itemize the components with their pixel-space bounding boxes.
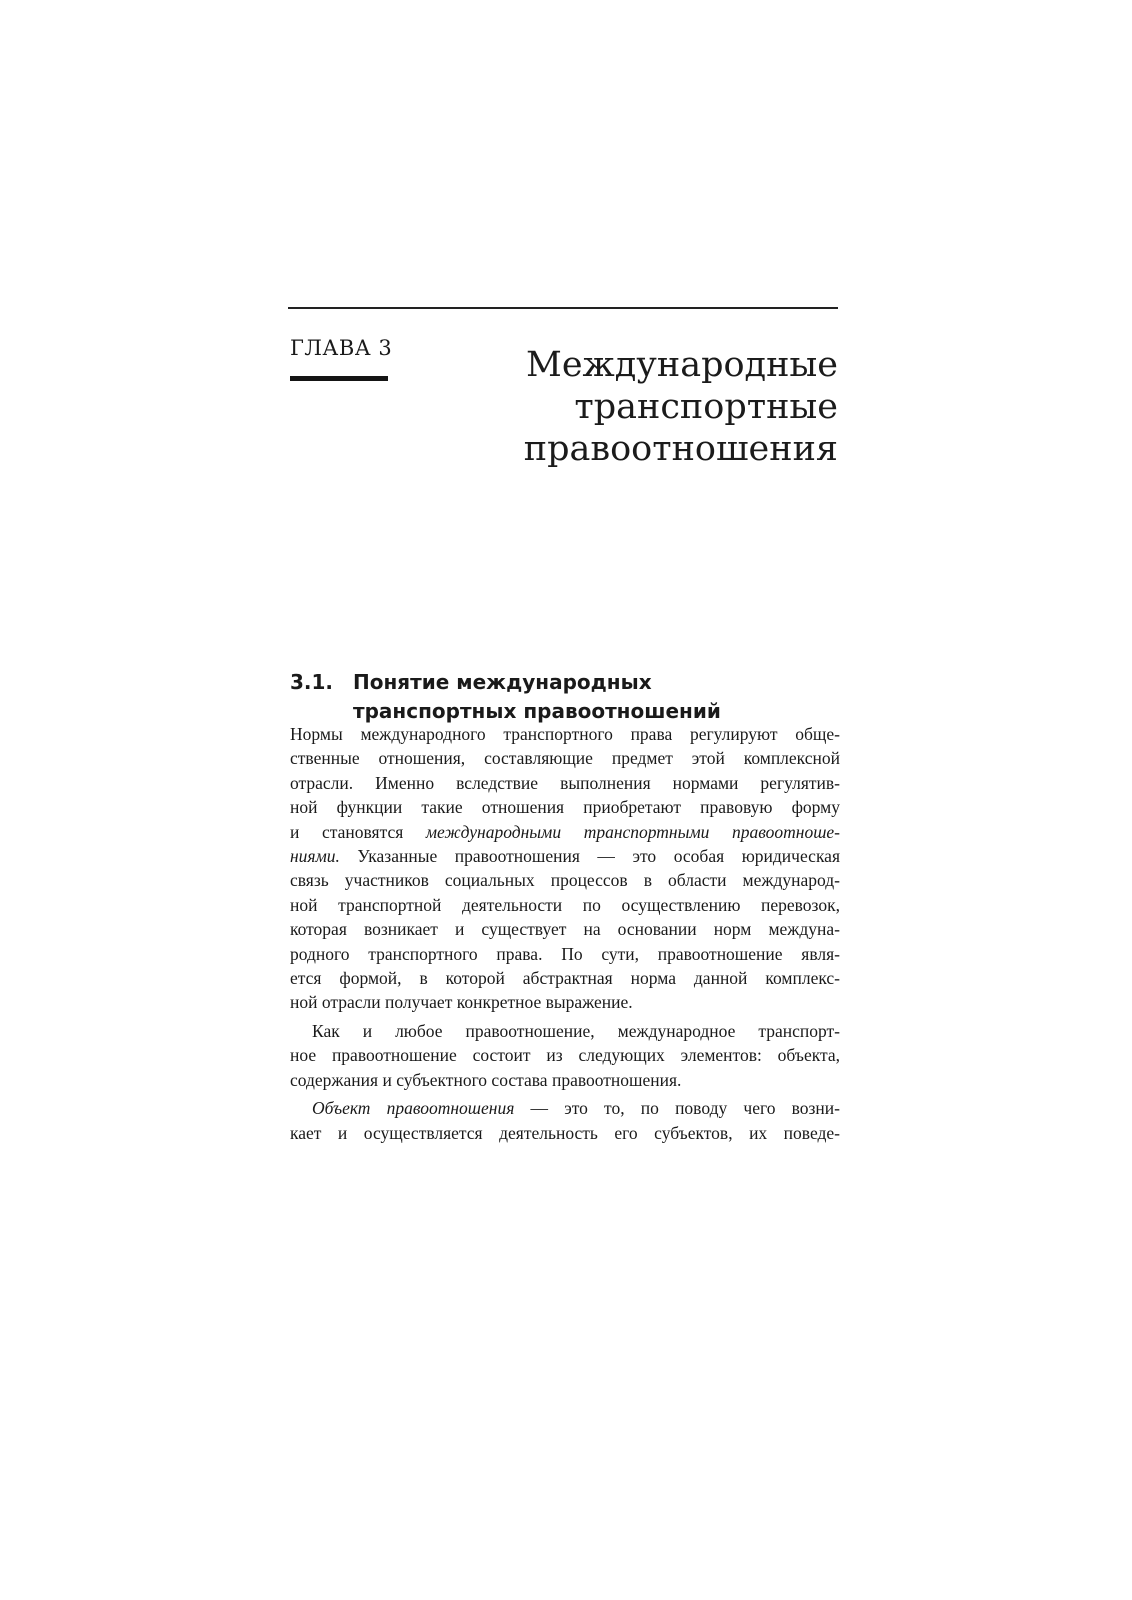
text-line: родного транспортного права. По сути, правоотношение явля- [290, 943, 840, 964]
text-line: Нормы международного транспортного права регулируют обще- [290, 724, 840, 744]
chapter-title-line: транспортные [574, 387, 838, 427]
paragraph [290, 1019, 840, 1092]
text-line: кает и осуществляется деятельность его субъектов, их поведе- [290, 1122, 840, 1143]
chapter-title [438, 344, 838, 470]
paragraph [290, 722, 840, 1015]
text-line [290, 1096, 840, 1120]
text-run: и становятся [290, 821, 426, 842]
section-number: 3.1. [290, 670, 334, 694]
chapter-label-underline [290, 376, 388, 381]
body-text [290, 722, 840, 1145]
section-title-line: Понятие международных [353, 670, 652, 694]
text-line: содержания и субъектного состава правоотношения. [290, 1069, 682, 1090]
emphasized-term: ниями. [290, 846, 340, 867]
chapter-title-line: Международные [525, 345, 838, 385]
text-line: Как и любое правоотношение, международное транспорт- [312, 1020, 840, 1041]
text-line: ной транспортной деятельности по осуществлению перевозок, [290, 894, 840, 915]
text-line: отрасли. Именно вследствие выполнения нормами регулятив- [290, 772, 840, 793]
chapter-label: ГЛАВА 3 [290, 336, 393, 360]
text-run: — это то, по поводу чего возни- [514, 1098, 840, 1119]
text-line: связь участников социальных процессов в области международ- [290, 870, 840, 891]
text-line: ной функции такие отношения приобретают правовую форму [290, 797, 840, 818]
emphasized-term: Объект правоотношения [312, 1098, 515, 1119]
text-run: Указанные правоотношения — это особая юридическая [339, 846, 840, 867]
text-line [290, 820, 840, 844]
chapter-title-line: правоотношения [523, 429, 838, 469]
text-line: ное правоотношение состоит из следующих элементов: объекта, [290, 1045, 840, 1066]
section-title [353, 668, 853, 726]
text-line: ется формой, в которой абстрактная норма данной комплекс- [290, 968, 840, 989]
paragraph [290, 1096, 840, 1145]
text-line [290, 844, 840, 868]
emphasized-term: международными транспортными правоотноше- [425, 821, 840, 842]
text-line: ственные отношения, составляющие предмет этой комплексной [290, 748, 840, 769]
chapter-top-rule [288, 307, 838, 309]
section-title-line: транспортных правоотношений [353, 699, 721, 723]
text-line: которая возникает и существует на основании норм междуна- [290, 919, 840, 940]
text-line: ной отрасли получает конкретное выражение. [290, 992, 633, 1013]
